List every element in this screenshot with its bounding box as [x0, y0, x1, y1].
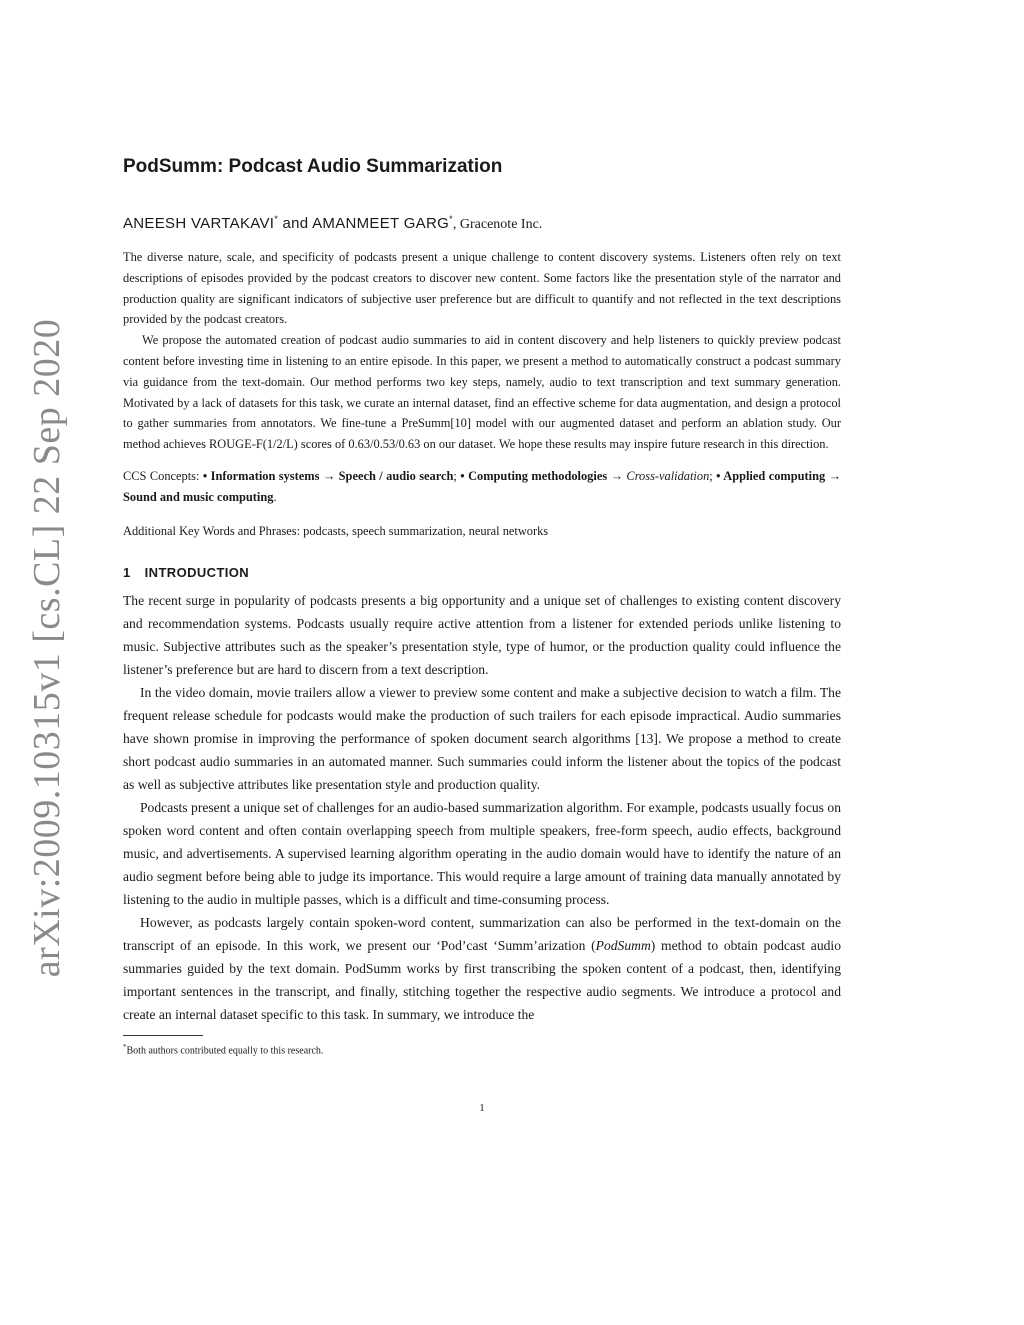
- keywords: Additional Key Words and Phrases: podcasts, speech summarization, neural networks: [123, 523, 549, 538]
- affiliation: , Gracenote Inc.: [452, 217, 543, 232]
- body-paragraph: Podcasts present a unique set of challenges for an audio-based summarization algorithm. For example, podcasts usually focus on spoken word content and often contain overlapping speech from multiple speakers, free-form speech, audio effects, background music, and advertisements. A supervised learning algorithm operating in the audio domain would have to identify the nature of an audio segment before being able to judge its importance. This would require a large amount of training data manually annotated by listening to the audio in multiple passes, which is a difficult and time-consuming process.: [123, 800, 841, 908]
- footnote: [123, 1040, 841, 1058]
- page-number: 1: [479, 1102, 485, 1114]
- ccs-concept-2: • Computing methodologies →: [460, 468, 623, 483]
- footnote-text: Both authors contributed equally to this research.: [126, 1045, 324, 1057]
- abstract-paragraph: We propose the automated creation of podcast audio summaries to aid in content discovery and help listeners to quickly preview podcast content before investing time in listening to an entire episode. In this paper, we present a method to automatically construct a podcast summary via guidance from the text-domain. Our method performs two key steps, namely, audio to text transcription and text summary generation. Motivated by a lack of datasets for this task, we curate an internal dataset, find an effective scheme for data augmentation, and design a protocol to gather summaries from annotators. We fine-tune a PreSumm[10] model with our augmented dataset and perform an ablation study. Our method achieves ROUGE-F(1/2/L) scores of 0.63/0.53/0.63 on our dataset. We hope these results may inspire future research in this direction.: [123, 333, 841, 452]
- author-1: ANEESH VARTAKAVI: [123, 215, 275, 232]
- footnote-rule: [123, 1035, 203, 1036]
- body-text: However, as podcasts largely contain spoken-word content, summarization can also be performed in the text-domain on the transcript of an episode. In this work, we present our ‘Pod’cast ‘Summ’arization (: [123, 915, 841, 954]
- abstract: [123, 247, 841, 455]
- ccs-concept-2-sub: Cross-validation: [622, 468, 710, 483]
- author-2: AMANMEET GARG: [312, 215, 450, 232]
- body-text: ) method to obtain podcast audio summaries guided by the text domain. PodSumm works by first transcribing the spoken content of a podcast, then, identifying important sentences in the transcript, and finally, stitching together the respective audio segments. We introduce a protocol and create an internal dataset specific to this task. In summary, we introduce the: [123, 938, 841, 1023]
- ccs-end: .: [273, 489, 277, 504]
- author-and: and: [278, 215, 313, 232]
- ccs-concept-3: • Applied computing → Sound and music computing: [123, 468, 841, 504]
- author-line: [123, 208, 841, 236]
- ccs-label: CCS Concepts:: [123, 468, 203, 483]
- body-paragraph: The recent surge in popularity of podcasts presents a big opportunity and a unique set of challenges to existing content discovery and recommendation systems. Podcasts usually require active attention from a listener for extended periods unlike listening to music. Subjective attributes such as the speaker’s presentation style, type of humor, or the production quality could influence the listener’s preference but are hard to discern from a text description.: [123, 593, 841, 678]
- ccs-concepts: [123, 466, 841, 508]
- author-2-mark: *: [449, 214, 453, 224]
- body-paragraph: [123, 911, 841, 1026]
- paper-page: [123, 150, 841, 1114]
- abstract-paragraph: The diverse nature, scale, and specificity of podcasts present a unique challenge to content discovery systems. Listeners often rely on text descriptions of episodes provided by the podcast creators to discover new content. Some factors like the presentation style of the narrator and production quality are significant indicators of subjective user preference but are difficult to quantify and not reflected in the text descriptions provided by the podcast creators.: [123, 250, 841, 327]
- ccs-separator: ;: [709, 468, 717, 483]
- paper-title: PodSumm: Podcast Audio Summarization: [123, 156, 503, 177]
- ccs-concept-1: • Information systems → Speech / audio search: [202, 468, 454, 483]
- body-paragraph: In the video domain, movie trailers allow a viewer to preview some content and make a subjective decision to watch a film. The frequent release schedule for podcasts would make the production of such trailers for each episode impractical. Audio summaries have shown promise in improving the performance of spoken document search algorithms [13]. We propose a method to create short podcast audio summaries in an automated manner. Such summaries could inform the listener about the topics of the podcast as well as subjective attributes like presentation style and production quality.: [123, 685, 841, 793]
- section-number: 1: [123, 565, 131, 581]
- arxiv-id: arXiv:2009.10315v1 [cs.CL] 22 Sep 2020: [26, 318, 68, 977]
- section-body: [123, 589, 841, 1026]
- section-title: INTRODUCTION: [144, 565, 250, 581]
- ccs-separator: ;: [453, 468, 461, 483]
- author-1-mark: *: [274, 214, 279, 224]
- arxiv-stamp: [22, 318, 72, 977]
- section-heading: [123, 563, 841, 583]
- method-name: PodSumm: [595, 938, 651, 954]
- footnote-mark: *: [123, 1043, 127, 1052]
